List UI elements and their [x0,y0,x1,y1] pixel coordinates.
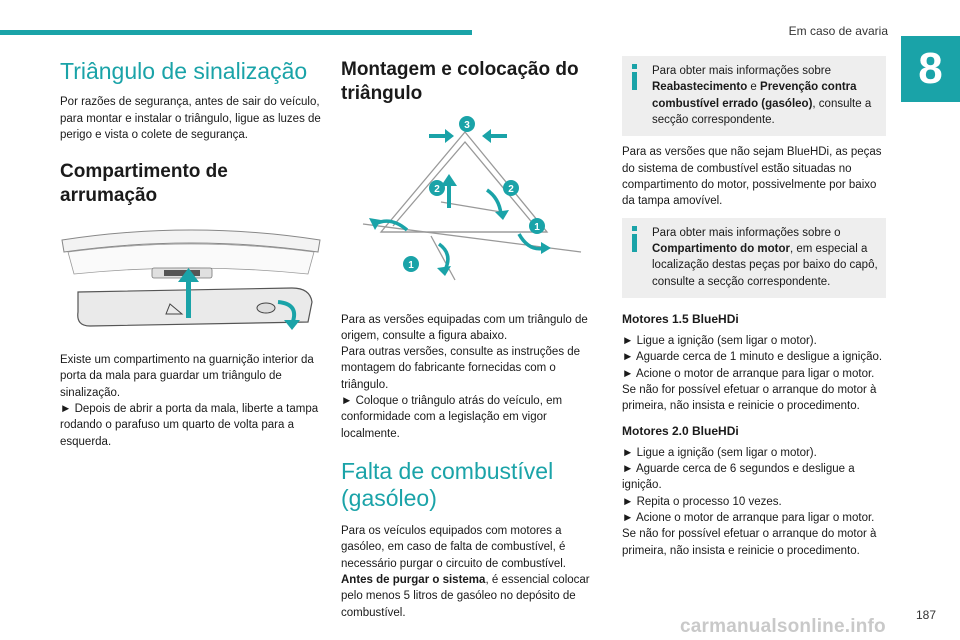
assembly-text-2: Para outras versões, consulte as instruções de montagem do fabricante fornecidas com o triângulo. [341,346,581,391]
diagram-label: 3 [464,119,470,131]
chapter-badge: 8 [901,36,960,102]
triangle-intro: Por razões de segurança, antes de sair do veículo, para montar e instalar o triângulo, ligue as luzes de perigo e vista o colete de segurança. [60,96,321,142]
bluehdi-text: Para as versões que não sejam BlueHDi, as peças do sistema de combustível estão situadas no compartimento do motor, possivelmente por baixo da tampa amovível. [622,146,882,208]
storage-heading: Compartimento de arrumação [60,161,228,207]
info1-post: , consulte a secção correspondente. [652,97,872,126]
engine15-heading: Motores 1.5 BlueHDi [622,311,739,326]
assembly-heading: Montagem e colocação do triângulo [341,59,579,104]
triangle-title: Triângulo de sinalização [60,58,308,84]
engine20-step: ► Aguarde cerca de 6 segundos e desligue a ignição. [622,462,855,492]
engine20-steps [622,445,886,559]
page-number: 187 [915,608,936,622]
info-icon [631,226,639,252]
info2-bold: Compartimento do motor [652,242,790,255]
storage-text-1: Existe um compartimento na guarnição interior da porta da mala para guardar um triângulo de sinalização. [60,353,314,399]
diagram-label: 1 [408,259,414,271]
column-assembly [341,58,605,621]
fuel-text-2-bold: Antes de purgar o sistema [341,573,486,586]
info1-bold1: Reabastecimento [652,81,748,94]
engine20-heading: Motores 2.0 BlueHDi [622,423,739,438]
engine15-steps [622,333,886,415]
info-icon [631,64,639,90]
info2-pre: Para obter mais informações sobre o [652,226,841,239]
section-title: Em caso de avaria [788,24,888,38]
engine15-step: ► Acione o motor de arranque para ligar o motor. [622,367,875,380]
info-box-engine-compartment [622,218,886,298]
fuel-text-2 [341,572,605,621]
engine15-step: ► Ligue a ignição (sem ligar o motor). [622,334,817,347]
info2-text [630,225,878,290]
column-triangle [60,58,322,450]
column-fuel-procedure [622,56,886,559]
diagram-label: 1 [534,221,540,233]
engine20-step: ► Repita o processo 10 vezes. [622,495,782,508]
triangle-assembly-diagram [341,112,605,292]
info1-mid: e [747,81,761,94]
info-box-refuelling [622,56,886,136]
assembly-text-1: Para as versões equipadas com um triângulo de origem, consulte a figura abaixo. [341,313,588,342]
info1-pre: Para obter mais informações sobre [652,65,831,77]
storage-text-2: ► Depois de abrir a porta da mala, liberte a tampa rodando o parafuso um quarto de volta para a esquerda. [60,402,319,448]
engine15-step: ► Aguarde cerca de 1 minuto e desligue a ignição. [622,351,883,364]
info2-post: , em especial a localização destas peças por baixo do capô, consulte a secção correspondente. [652,242,878,288]
assembly-text-3: ► Coloque o triângulo atrás do veículo, em conformidade com a legislação em vigor localmente. [341,395,563,440]
engine15-note: Se não for possível efetuar o arranque do motor à primeira, não insista e reinicie o procedimento. [622,383,877,413]
info1-bold2: Prevenção contra combustível errado (gasóleo) [652,81,857,110]
fuel-heading: Falta de combustível (gasóleo) [341,458,554,511]
fuel-text-1: Para os veículos equipados com motores a gasóleo, em caso de falta de combustível, é necessário purgar o circuito de combustível. [341,525,566,570]
watermark: carmanualsonline.info [680,616,886,637]
storage-compartment-illustration [60,222,322,342]
fuel-text-2-rest: , é essencial colocar pelo menos 5 litros de gasóleo no depósito de combustível. [341,573,590,619]
engine20-step: ► Acione o motor de arranque para ligar o motor. [622,511,875,524]
diagram-label: 2 [508,183,514,195]
diagram-label: 2 [434,183,440,195]
engine20-step: ► Ligue a ignição (sem ligar o motor). [622,446,817,459]
header-accent-bar [0,30,472,35]
info1-text [630,63,878,128]
engine20-note: Se não for possível efetuar o arranque do motor à primeira, não insista e reinicie o procedimento. [622,528,877,557]
